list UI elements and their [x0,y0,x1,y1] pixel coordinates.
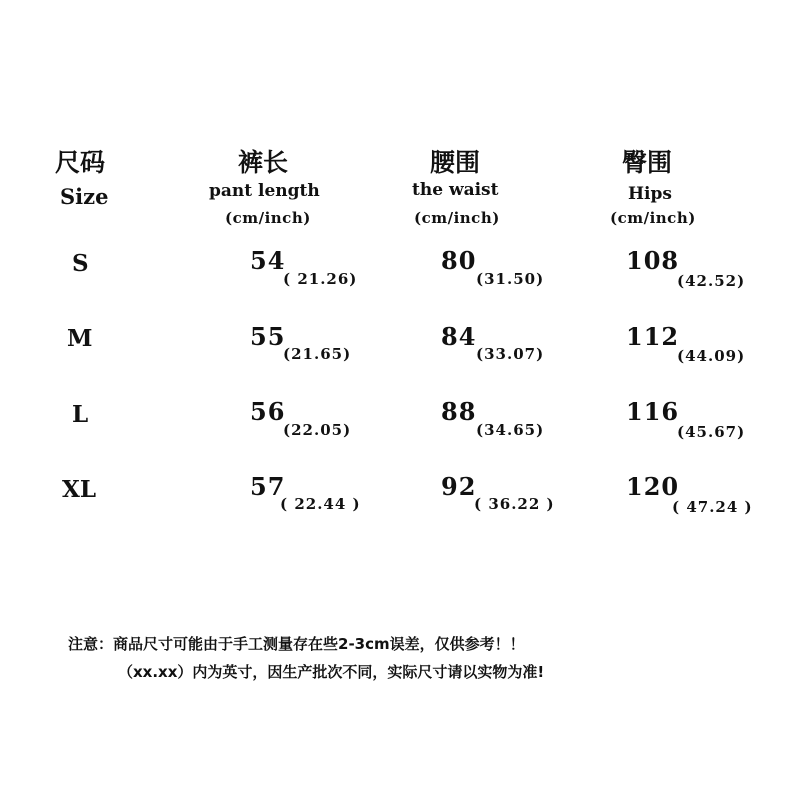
header-length-unit: (cm/inch) [225,209,311,227]
header-size-zh: 尺码 [55,148,106,177]
row-l-length: 56 [250,397,286,426]
row-l-size: L [72,401,89,428]
row-xl-length-inch: ( 22.44 ) [280,495,361,513]
row-s-hips-inch: (42.52) [677,272,746,290]
row-s-length-inch: ( 21.26) [283,270,358,288]
row-s-waist: 80 [441,246,477,275]
header-size-en: Size [60,184,109,209]
row-l-length-inch: (22.05) [283,421,352,439]
row-m-waist: 84 [441,322,477,351]
row-m-length-inch: (21.65) [283,345,352,363]
row-m-size: M [67,325,93,352]
note-line-2: （xx.xx）内为英寸，因生产批次不同，实际尺寸请以实物为准! [118,663,545,681]
row-m-hips: 112 [626,322,680,351]
row-s-length: 54 [250,246,286,275]
row-l-hips-inch: (45.67) [677,423,746,441]
row-xl-length: 57 [250,472,286,501]
row-m-length: 55 [250,322,286,351]
row-s-hips: 108 [626,246,680,275]
header-length-en: pant length [209,181,320,201]
row-xl-hips-inch: ( 47.24 ) [672,498,753,516]
header-hips-zh: 臀围 [622,148,673,177]
row-m-waist-inch: (33.07) [476,345,545,363]
row-xl-hips: 120 [626,472,680,501]
header-hips-unit: (cm/inch) [610,209,696,227]
header-waist-zh: 腰围 [430,148,481,177]
row-xl-waist-inch: ( 36.22 ) [474,495,555,513]
row-xl-waist: 92 [441,472,477,501]
row-l-waist-inch: (34.65) [476,421,545,439]
row-s-waist-inch: (31.50) [476,270,545,288]
header-waist-unit: (cm/inch) [414,209,500,227]
row-s-size: S [72,250,89,277]
note-line-1: 注意：商品尺寸可能由于手工测量存在些2-3cm误差，仅供参考！！ [68,635,525,653]
header-waist-en: the waist [412,180,499,200]
header-length-zh: 裤长 [238,148,289,177]
row-m-hips-inch: (44.09) [677,347,746,365]
row-l-waist: 88 [441,397,477,426]
row-xl-size: XL [62,476,97,503]
header-hips-en: Hips [628,184,672,204]
row-l-hips: 116 [626,397,680,426]
